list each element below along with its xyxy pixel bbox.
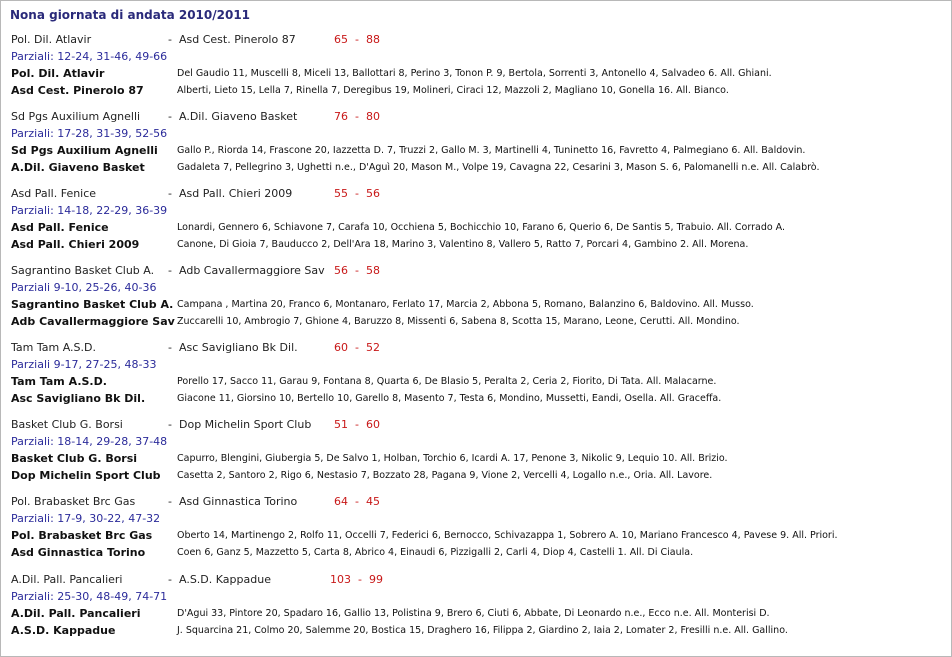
score-home: 51 [334, 418, 348, 431]
home-roster-row [1, 67, 951, 83]
away-roster-players: Coen 6, Ganz 5, Mazzetto 5, Carta 8, Abrico 4, Einaudi 6, Pizzigalli 2, Carli 4, Diop 4, Castelli 1. All. Di Ciaula. [177, 547, 694, 558]
away-roster-team: A.Dil. Giaveno Basket [11, 161, 145, 174]
final-score [330, 573, 383, 586]
away-roster-team: A.S.D. Kappadue [11, 624, 116, 637]
home-roster-players: Campana , Martina 20, Franco 6, Montanaro, Ferlato 17, Marcia 2, Abbona 5, Romano, Balanzino 6, Baldovino. All. Musso. [177, 299, 754, 310]
home-team-name: Tam Tam A.S.D. [11, 341, 96, 354]
partial-scores: Parziali: 25-30, 48-49, 74-71 [11, 590, 168, 603]
away-team-name: Adb Cavallermaggiore Sav [179, 264, 325, 277]
home-team-name: Basket Club G. Borsi [11, 418, 123, 431]
game-block [1, 33, 951, 105]
final-score [334, 33, 380, 46]
game-block [1, 341, 951, 413]
home-roster-team: A.Dil. Pall. Pancalieri [11, 607, 141, 620]
game-block [1, 110, 951, 182]
score-home: 65 [334, 33, 348, 46]
score-away: 56 [365, 187, 380, 200]
away-roster-players: Giacone 11, Giorsino 10, Bertello 10, Garello 8, Masento 7, Testa 6, Mondino, Mussetti, Eandi, Osella. All. Graceffa. [177, 393, 722, 404]
final-score [334, 495, 380, 508]
home-team-name: Pol. Dil. Atlavir [11, 33, 92, 46]
teams-separator: - [168, 341, 172, 354]
home-roster-team: Sagrantino Basket Club A. [11, 298, 174, 311]
home-roster-row [1, 298, 951, 314]
game-block [1, 264, 951, 336]
away-roster-players: Zuccarelli 10, Ambrogio 7, Ghione 4, Baruzzo 8, Missenti 6, Sabena 8, Scotta 15, Marano, Leone, Cerutti. All. Mondino. [177, 316, 740, 327]
home-roster-row [1, 375, 951, 391]
page-title: Nona giornata di andata 2010/2011 [10, 8, 251, 22]
score-home: 56 [334, 264, 348, 277]
home-roster-team: Sd Pgs Auxilium Agnelli [11, 144, 158, 157]
away-roster-row [1, 238, 951, 254]
teams-separator: - [168, 110, 172, 123]
away-roster-row [1, 161, 951, 177]
score-separator: - [348, 264, 366, 277]
score-home: 55 [334, 187, 348, 200]
score-home: 60 [334, 341, 348, 354]
final-score [334, 418, 380, 431]
away-team-name: A.Dil. Giaveno Basket [179, 110, 298, 123]
teams-separator: - [168, 33, 172, 46]
away-roster-team: Asd Ginnastica Torino [11, 546, 146, 559]
home-roster-team: Tam Tam A.S.D. [11, 375, 107, 388]
away-roster-players: Canone, Di Gioia 7, Bauducco 2, Dell'Ara 18, Marino 3, Valentino 8, Vallero 5, Ratto 7, Porcari 4, Gambino 2. All. Morena. [177, 239, 749, 250]
game-block [1, 573, 951, 645]
score-separator: - [348, 187, 366, 200]
away-roster-row [1, 546, 951, 562]
home-roster-row [1, 144, 951, 160]
home-team-name: Sagrantino Basket Club A. [11, 264, 155, 277]
score-separator: - [348, 418, 366, 431]
home-roster-players: Del Gaudio 11, Muscelli 8, Miceli 13, Ballottari 8, Perino 3, Tonon P. 9, Bertola, Sorrenti 3, Antonello 4, Salvadeo 6. All. Ghiani. [177, 68, 772, 79]
home-team-name: Sd Pgs Auxilium Agnelli [11, 110, 141, 123]
score-away: 80 [365, 110, 380, 123]
home-team-name: Pol. Brabasket Brc Gas [11, 495, 136, 508]
score-home: 76 [334, 110, 348, 123]
score-away: 60 [365, 418, 380, 431]
partial-scores: Parziali 9-17, 27-25, 48-33 [11, 358, 157, 371]
away-roster-players: Casetta 2, Santoro 2, Rigo 6, Nestasio 7, Bozzato 28, Pagana 9, Vione 2, Vercelli 4, Logallo n.e., Oria. All. Lavore. [177, 470, 713, 481]
away-roster-row [1, 315, 951, 331]
home-roster-row [1, 221, 951, 237]
away-roster-team: Dop Michelin Sport Club [11, 469, 161, 482]
home-roster-team: Asd Pall. Fenice [11, 221, 109, 234]
home-roster-row [1, 452, 951, 468]
final-score [334, 187, 380, 200]
teams-separator: - [168, 418, 172, 431]
away-roster-row [1, 392, 951, 408]
teams-separator: - [168, 264, 172, 277]
away-team-name: Asd Cest. Pinerolo 87 [179, 33, 296, 46]
home-roster-row [1, 529, 951, 545]
partial-scores: Parziali: 17-28, 31-39, 52-56 [11, 127, 168, 140]
partial-scores: Parziali: 17-9, 30-22, 47-32 [11, 512, 161, 525]
game-block [1, 187, 951, 259]
home-roster-players: Porello 17, Sacco 11, Garau 9, Fontana 8, Quarta 6, De Blasio 5, Peralta 2, Ceria 2, Fiorito, Di Tata. All. Malacarne. [177, 376, 717, 387]
score-separator: - [351, 573, 369, 586]
away-roster-team: Asd Pall. Chieri 2009 [11, 238, 140, 251]
away-roster-players: Alberti, Lieto 15, Lella 7, Rinella 7, Deregibus 19, Molineri, Ciraci 12, Mazzoli 2, Magliano 10, Gonella 16. All. Bianco. [177, 85, 729, 96]
home-roster-team: Pol. Brabasket Brc Gas [11, 529, 153, 542]
away-team-name: Dop Michelin Sport Club [179, 418, 312, 431]
away-team-name: Asd Pall. Chieri 2009 [179, 187, 293, 200]
home-roster-players: D'Agui 33, Pintore 20, Spadaro 16, Gallio 13, Polistina 9, Brero 6, Ciuti 6, Abbate, Di Leonardo n.e., Ecco n.e. All. Monterisi D. [177, 608, 770, 619]
home-roster-players: Capurro, Blengini, Giubergia 5, De Salvo 1, Holban, Torchio 6, Icardi A. 17, Penone 3, Nikolic 9, Lequio 10. All. Brizio. [177, 453, 728, 464]
away-team-name: Asc Savigliano Bk Dil. [179, 341, 298, 354]
away-roster-row [1, 624, 951, 640]
home-roster-players: Gallo P., Riorda 14, Frascone 20, Iazzetta D. 7, Truzzi 2, Gallo M. 3, Martinelli 4, Tuninetto 16, Favretto 4, Palmegiano 6. All. Baldovin. [177, 145, 806, 156]
score-away: 88 [365, 33, 380, 46]
final-score [334, 264, 380, 277]
final-score [334, 341, 380, 354]
home-roster-team: Basket Club G. Borsi [11, 452, 138, 465]
home-roster-players: Lonardi, Gennero 6, Schiavone 7, Carafa 10, Occhiena 5, Bochicchio 10, Farano 6, Querio 6, De Santis 5, Trabuio. All. Corrado A. [177, 222, 786, 233]
partial-scores: Parziali 9-10, 25-26, 40-36 [11, 281, 157, 294]
away-roster-players: Gadaleta 7, Pellegrino 3, Ughetti n.e., D'Aguì 20, Mason M., Volpe 19, Cavagna 22, Cesarini 3, Mason S. 6, Palomanelli n.e. All. Calabrò. [177, 162, 820, 173]
partial-scores: Parziali: 14-18, 22-29, 36-39 [11, 204, 168, 217]
score-separator: - [348, 495, 366, 508]
home-roster-team: Pol. Dil. Atlavir [11, 67, 105, 80]
away-roster-team: Adb Cavallermaggiore Sav [11, 315, 175, 328]
home-team-name: A.Dil. Pall. Pancalieri [11, 573, 123, 586]
score-home: 103 [330, 573, 351, 586]
away-roster-row [1, 84, 951, 100]
teams-separator: - [168, 573, 172, 586]
teams-separator: - [168, 495, 172, 508]
partial-scores: Parziali: 12-24, 31-46, 49-66 [11, 50, 168, 63]
away-roster-row [1, 469, 951, 485]
score-separator: - [348, 341, 366, 354]
away-roster-team: Asc Savigliano Bk Dil. [11, 392, 146, 405]
game-block [1, 495, 951, 567]
away-roster-team: Asd Cest. Pinerolo 87 [11, 84, 144, 97]
partial-scores: Parziali: 18-14, 29-28, 37-48 [11, 435, 168, 448]
score-separator: - [348, 110, 366, 123]
away-team-name: Asd Ginnastica Torino [179, 495, 298, 508]
score-away: 99 [368, 573, 383, 586]
final-score [334, 110, 380, 123]
home-roster-row [1, 607, 951, 623]
home-roster-players: Oberto 14, Martinengo 2, Rolfo 11, Occelli 7, Federici 6, Bernocco, Schivazappa 1, Sobrero A. 10, Mariano Francesco 4, Pavese 9. All. Priori. [177, 530, 838, 541]
teams-separator: - [168, 187, 172, 200]
home-team-name: Asd Pall. Fenice [11, 187, 97, 200]
score-away: 58 [365, 264, 380, 277]
score-away: 52 [365, 341, 380, 354]
score-away: 45 [365, 495, 380, 508]
away-team-name: A.S.D. Kappadue [179, 573, 271, 586]
game-block [1, 418, 951, 490]
score-home: 64 [334, 495, 348, 508]
away-roster-players: J. Squarcina 21, Colmo 20, Salemme 20, Bostica 15, Draghero 16, Filippa 2, Giardino 2, Iaia 2, Lomater 2, Fresilli n.e. All. Gallino. [177, 625, 788, 636]
score-separator: - [348, 33, 366, 46]
